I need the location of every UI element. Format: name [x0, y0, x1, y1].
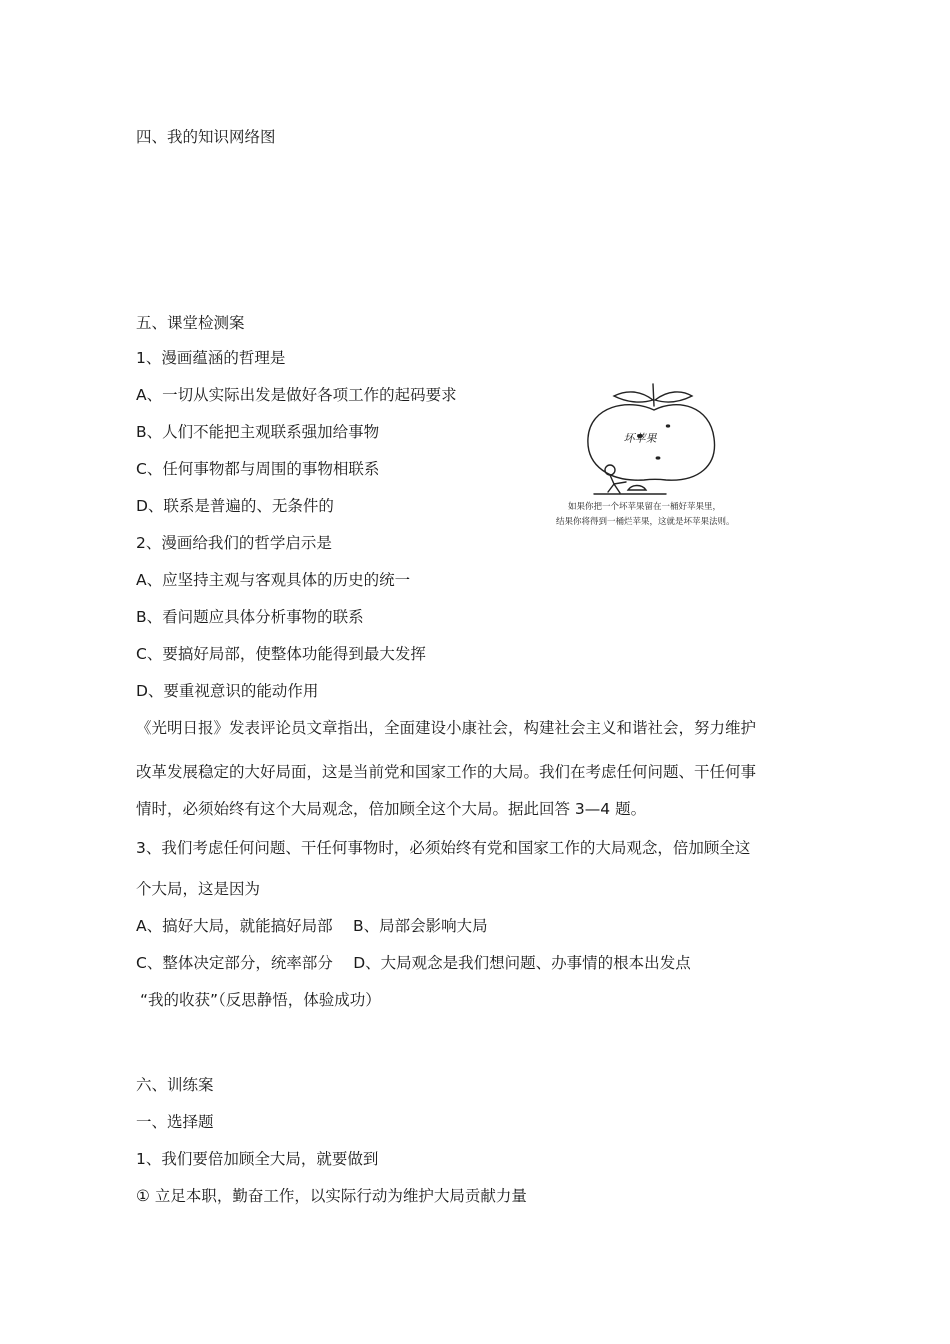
q2-option-b: B、看问题应具体分析事物的联系 — [136, 608, 364, 626]
section6-q1-stem: 1、我们要倍加顾全大局，就要做到 — [136, 1150, 379, 1168]
apple-stem — [653, 384, 654, 406]
passage-line-1: 《光明日报》发表评论员文章指出，全面建设小康社会，构建社会主义和谐社会，努力维护 — [136, 719, 757, 737]
q1-option-d: D、联系是普遍的、无条件的 — [136, 497, 334, 515]
cartoon-caption-line-2: 结果你将得到一桶烂苹果，这就是坏苹果法则。 — [556, 517, 735, 527]
section5-heading: 五、课堂检测案 — [136, 314, 245, 332]
apple-label: 坏苹果 — [623, 432, 657, 445]
q1-option-b: B、人们不能把主观联系强加给事物 — [136, 423, 380, 441]
q3-options-line-2: C、整体决定部分，统率部分 D、大局观念是我们想问题、办事情的根本出发点 — [136, 954, 691, 972]
cartoon-caption-line-1: 如果你把一个坏苹果留在一桶好苹果里， — [568, 502, 722, 512]
q2-option-c: C、要搞好局部，使整体功能得到最大发挥 — [136, 645, 426, 663]
section4-heading: 四、我的知识网络图 — [136, 128, 276, 146]
q3-stem-line-1: 3、我们考虑任何问题、干任何事物时，必须始终有党和国家工作的大局观念，倍加顾全这 — [136, 839, 751, 857]
section6-q1-item-1: ① 立足本职，勤奋工作，以实际行动为维护大局贡献力量 — [136, 1187, 527, 1205]
harvest-heading: “我的收获”（反思静悟，体验成功） — [140, 991, 381, 1009]
apple-leaf-right — [655, 392, 692, 402]
q3-options-line-1: A、搞好大局，就能搞好局部 B、局部会影响大局 — [136, 917, 488, 935]
q1-option-c: C、任何事物都与周围的事物相联系 — [136, 460, 380, 478]
character-head — [605, 465, 615, 475]
section6-subheading: 一、选择题 — [136, 1113, 214, 1131]
section6-heading: 六、训练案 — [136, 1076, 214, 1094]
rotten-spot — [656, 456, 661, 459]
passage-line-2: 改革发展稳定的大好局面，这是当前党和国家工作的大局。我们在考虑任何问题、干任何事 — [136, 763, 757, 781]
q1-option-a: A、一切从实际出发是做好各项工作的起码要求 — [136, 386, 457, 404]
rotten-spot — [666, 424, 670, 427]
apple-leaf-left — [614, 392, 653, 402]
passage-line-3: 情时，必须始终有这个大局观念，倍加顾全这个大局。据此回答 3—4 题。 — [136, 800, 647, 818]
q3-stem-line-2: 个大局，这是因为 — [136, 880, 261, 898]
q2-option-d: D、要重视意识的能动作用 — [136, 682, 319, 700]
rock — [628, 486, 646, 491]
q2-option-a: A、应坚持主观与客观具体的历史的统一 — [136, 571, 411, 589]
q1-stem: 1、漫画蕴涵的哲理是 — [136, 349, 286, 367]
q2-stem: 2、漫画给我们的哲学启示是 — [136, 534, 332, 552]
